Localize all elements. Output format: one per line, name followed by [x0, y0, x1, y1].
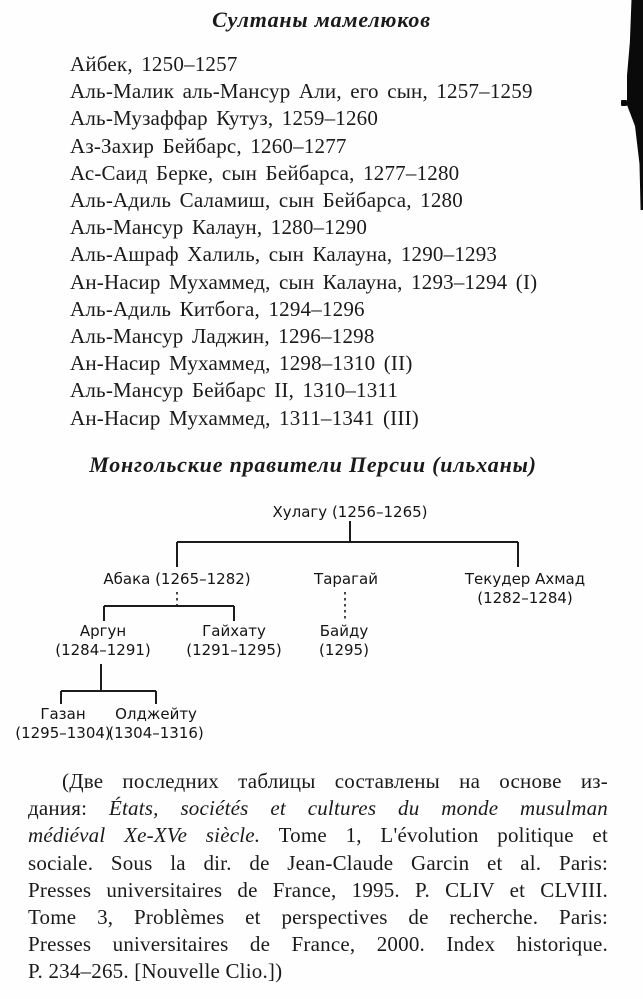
- sultan-list: [70, 51, 537, 432]
- tree-node-dates: (1304–1316): [108, 724, 204, 742]
- list-item: Ас-Саид Берке, сын Бейбарса, 1277–1280: [70, 160, 460, 185]
- tree-node-label: Аргун: [79, 622, 127, 640]
- note-line: [28, 822, 608, 849]
- scan-ink-dot: [621, 100, 627, 106]
- tree-node-label: Газан: [40, 705, 86, 723]
- tree-node-label: Абака (1265–1282): [103, 570, 251, 588]
- list-item: Аль-Мансур Ладжин, 1296–1298: [70, 324, 375, 349]
- note-text-italic: médiéval Xe-XVe siècle.: [28, 823, 261, 848]
- list-item: Аль-Адиль Китбога, 1294–1296: [70, 296, 365, 321]
- source-note: [28, 768, 608, 986]
- tree-node-gaihatu: [186, 622, 282, 660]
- tree-node-baidu: [319, 622, 369, 660]
- tree-node-label: Текудер Ахмад: [464, 570, 586, 588]
- tree-node-label: Олджейту: [115, 705, 197, 723]
- tree-node-label: Гайхату: [202, 622, 266, 640]
- list-item: Айбек, 1250–1257: [70, 52, 238, 76]
- note-text: Presses universitaires de France, 1995. P. CLIV et CLVIII.: [28, 877, 608, 902]
- tree-node-argun: [55, 622, 151, 660]
- note-text: Tome 1, L'évolution politique et: [260, 823, 608, 848]
- note-text: дания:: [28, 796, 109, 821]
- tree-node-tekuder-ahmad: [465, 570, 585, 608]
- list-item: Аль-Мансур Бейбарс II, 1310–1311: [70, 378, 399, 403]
- note-line: [28, 850, 608, 877]
- tree-node-label: Хулагу (1256–1265): [272, 503, 428, 521]
- list-item: Аль-Мансур Калаун, 1280–1290: [70, 215, 368, 240]
- note-line: [28, 877, 608, 904]
- note-text: P. 234–265. [Nouvelle Clio.]): [28, 959, 283, 984]
- note-text: (Две последних таблицы составлены на основе из-: [62, 769, 608, 793]
- list-item: Ан-Насир Мухаммед, сын Калауна, 1293–1294 (I): [70, 269, 538, 294]
- tree-node-label: Тарагай: [314, 570, 378, 588]
- list-item: Аль-Адиль Саламиш, сын Бейбарса, 1280: [70, 188, 463, 213]
- note-text: sociale. Sous la dir. de Jean-Claude Garcin et al. Paris:: [28, 850, 608, 875]
- tree-node-oljeitu: [108, 705, 204, 743]
- list-item: Аль-Малик аль-Мансур Али, его сын, 1257–1259: [70, 79, 533, 104]
- tree-node-label: Байду: [319, 622, 369, 640]
- list-item: Ан-Насир Мухаммед, 1298–1310 (II): [70, 351, 413, 376]
- tree-node-dates: (1291–1295): [186, 641, 282, 659]
- tree-node-gazan: [15, 705, 111, 743]
- tree-node-hulagu: [272, 503, 427, 522]
- list-item: Аз-Захир Бейбарс, 1260–1277: [70, 133, 347, 158]
- note-line: [28, 958, 608, 985]
- note-line: [28, 795, 608, 822]
- section-title-mamluk-sultans: Султаны мамелюков: [212, 7, 431, 32]
- tree-node-dates: (1282–1284): [477, 589, 573, 607]
- tree-node-dates: (1295–1304): [15, 724, 111, 742]
- ilkhan-family-tree: [0, 495, 643, 757]
- list-item: Аль-Музаффар Кутуз, 1259–1260: [70, 106, 379, 131]
- note-line: [28, 931, 608, 958]
- list-item: Аль-Ашраф Халиль, сын Калауна, 1290–1293: [70, 242, 498, 267]
- note-text: Presses universitaires de France, 2000. Index historique.: [28, 932, 608, 957]
- note-text-italic: États, sociétés et cultures du monde musulman: [109, 796, 608, 821]
- tree-node-abaka: [103, 570, 250, 589]
- tree-node-dates: (1295): [319, 641, 369, 659]
- tree-node-taragai: [314, 570, 378, 589]
- note-text: Tome 3, Problèmes et perspectives de recherche. Paris:: [28, 905, 608, 930]
- tree-node-dates: (1284–1291): [55, 641, 151, 659]
- list-item: Ан-Насир Мухаммед, 1311–1341 (III): [70, 405, 419, 430]
- note-line: [28, 768, 608, 795]
- section-title-ilkhans: Монгольские правители Персии (ильханы): [89, 452, 537, 477]
- note-line: [28, 904, 608, 931]
